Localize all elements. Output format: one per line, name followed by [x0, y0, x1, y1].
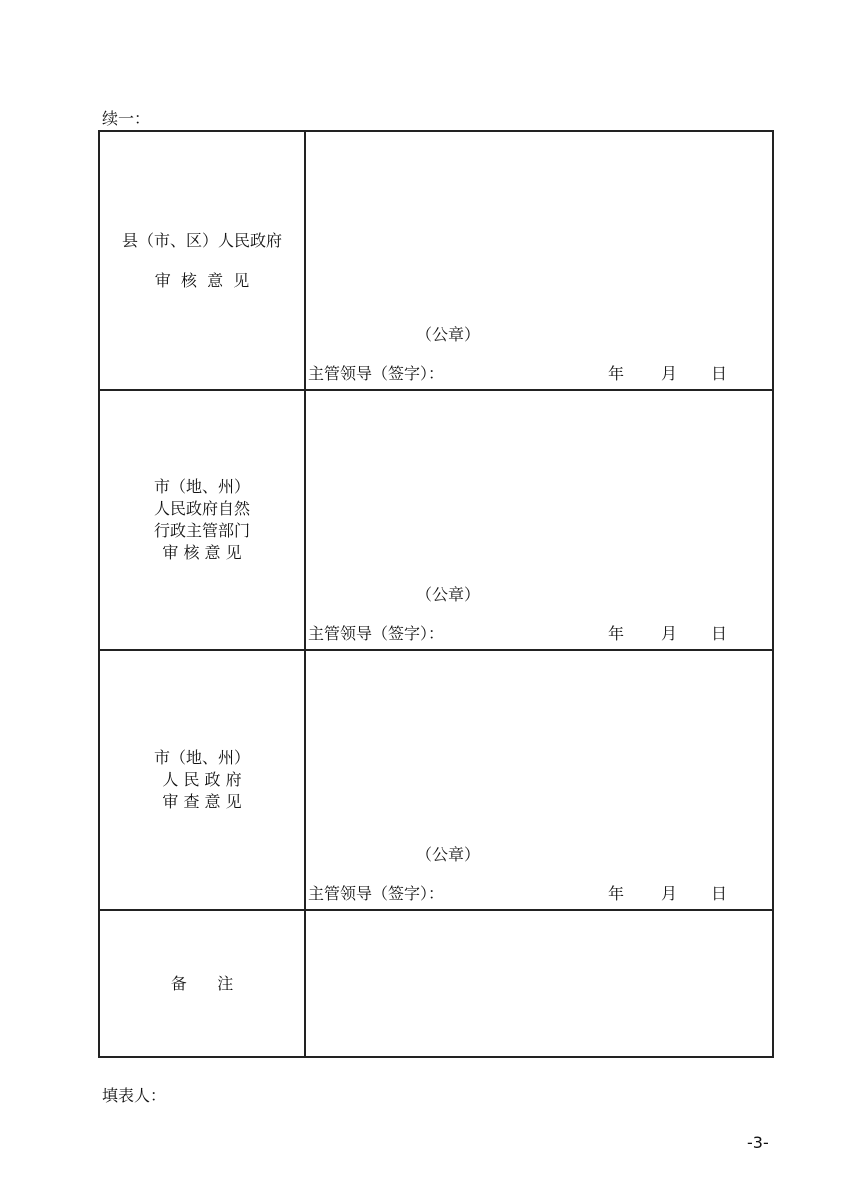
- official-seal-text: （公章）: [416, 845, 481, 864]
- approval-form-table: [98, 130, 774, 1058]
- continuation-label: 续一：: [102, 109, 151, 128]
- date-month: 月: [661, 364, 678, 383]
- date-year: 年: [608, 364, 625, 383]
- page-number: -3-: [747, 1133, 769, 1152]
- date-day: 日: [711, 364, 728, 383]
- official-seal-text: （公章）: [416, 585, 481, 604]
- label-line: 审 核 意 见: [154, 271, 250, 290]
- date-day: 日: [711, 624, 728, 643]
- column-divider: [304, 132, 306, 1056]
- label-line: 审 核 意 见: [162, 543, 242, 562]
- date-month: 月: [661, 624, 678, 643]
- label-line: 行政主管部门: [153, 521, 250, 540]
- supervisor-signature-label: 主管领导（签字）：: [308, 624, 445, 643]
- label-line: 县（市、区）人民政府: [121, 231, 282, 250]
- label-line: 审 查 意 见: [162, 792, 242, 811]
- label-line: 人 民 政 府: [162, 770, 242, 789]
- label-line: 人民政府自然: [153, 499, 250, 518]
- label-line: 市（地、州）: [153, 748, 250, 767]
- date-year: 年: [608, 624, 625, 643]
- county-review-label: [100, 132, 304, 390]
- form-filler-label: 填表人：: [102, 1086, 167, 1105]
- date-day: 日: [711, 884, 728, 903]
- supervisor-signature-label: 主管领导（签字）：: [308, 884, 445, 903]
- remarks-label: [100, 911, 304, 1056]
- date-year: 年: [608, 884, 625, 903]
- supervisor-signature-label: 主管领导（签字）：: [308, 364, 445, 383]
- city-government-review-label: [100, 651, 304, 909]
- official-seal-text: （公章）: [416, 325, 481, 344]
- label-line: 备 注: [170, 973, 234, 993]
- label-line: 市（地、州）: [153, 477, 250, 496]
- date-month: 月: [661, 884, 678, 903]
- city-natural-resources-review-label: [100, 391, 304, 649]
